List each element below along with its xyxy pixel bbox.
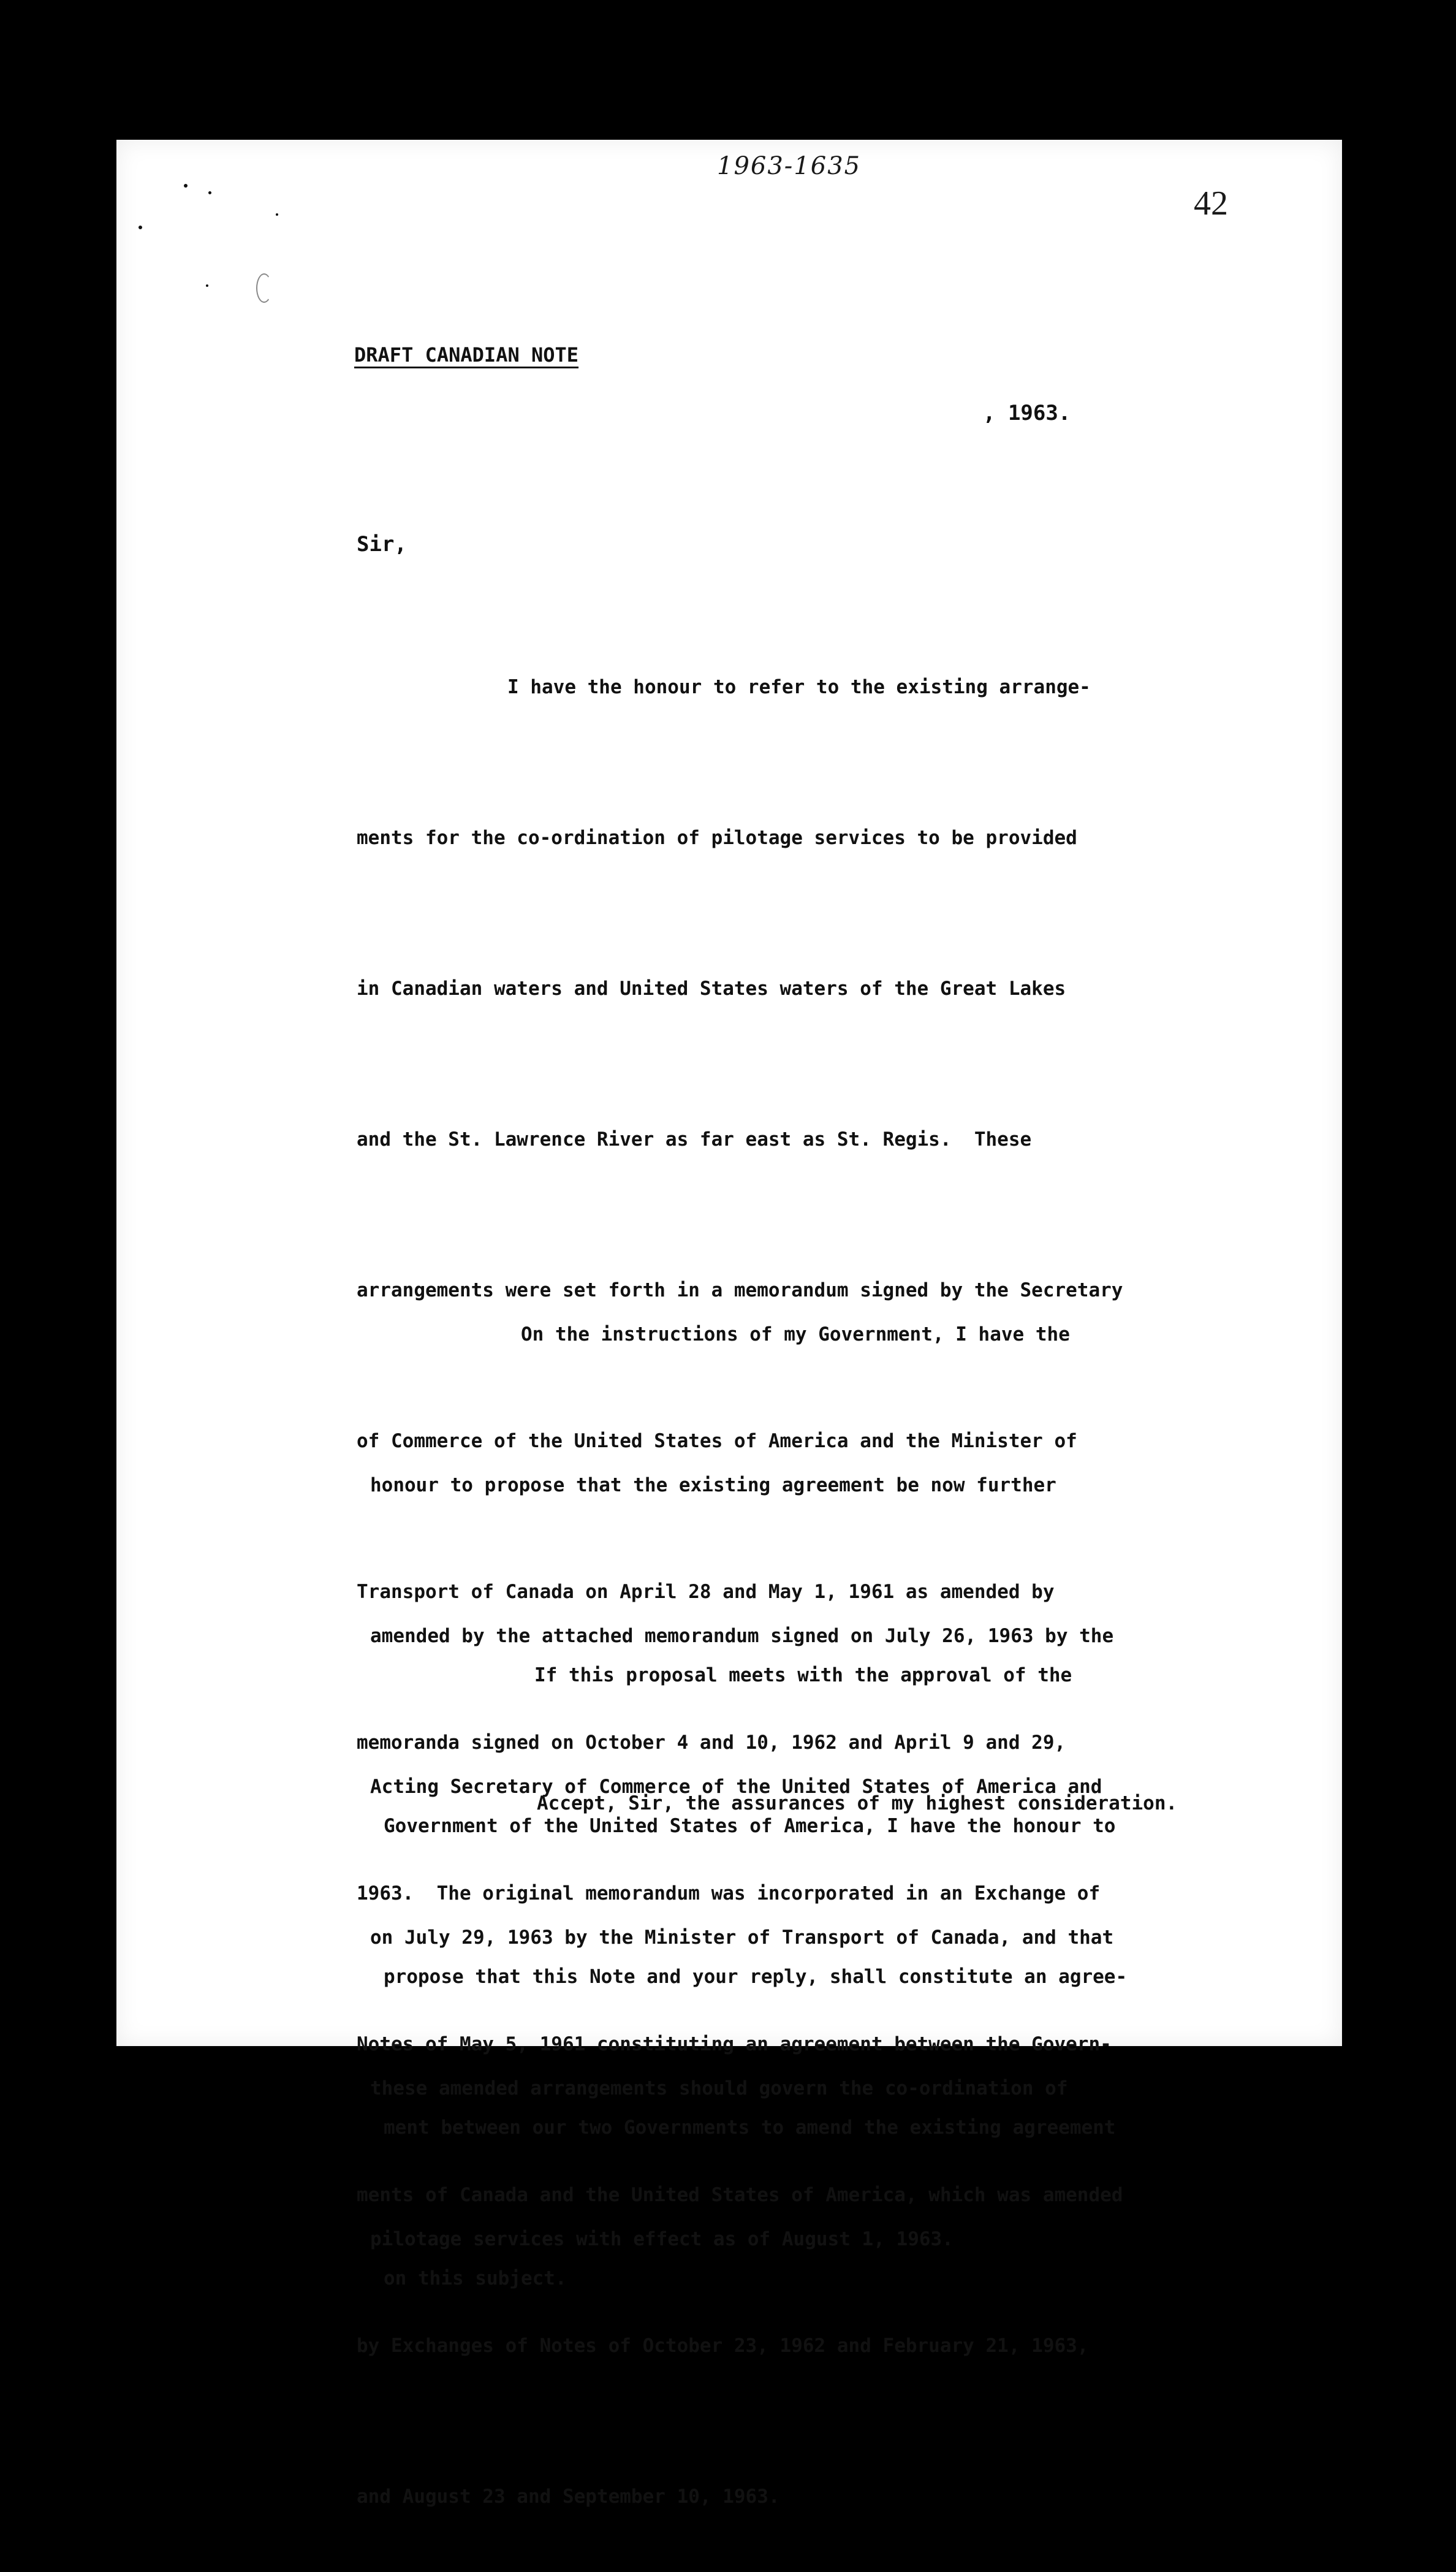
paragraph-line: On the instructions of my Government, I have the [521,1323,1070,1345]
scan-speck [206,284,208,287]
paragraph-line: ment between our two Governments to amend the existing agreement [384,2117,1116,2139]
document-heading: DRAFT CANADIAN NOTE [354,343,579,367]
paragraph-line: Government of the United States of America, I have the honour to [384,1815,1116,1837]
paragraph-line: in Canadian waters and United States waters of the Great Lakes [357,978,1066,1000]
paragraph-line: of Commerce of the United States of America and the Minister of [357,1430,1077,1452]
paragraph-line: amended by the attached memorandum signed on July 26, 1963 by the [370,1625,1114,1647]
document-date: , 1963. [983,401,1071,425]
scan-speck [138,226,142,229]
paragraph-line: ments of Canada and the United States of America, which was amended [357,2184,1123,2206]
paragraph-line: on this subject. [384,2267,567,2289]
paragraph-3 [384,1550,1127,2354]
paragraph-line: these amended arrangements should govern the co-ordination of [370,2077,1068,2099]
scan-speck [276,213,278,216]
paragraph-line: honour to propose that the existing agreement be now further [370,1474,1056,1496]
paragraph-line: I have the honour to refer to the existing arrange- [507,676,1091,698]
paragraph-line: Acting Secretary of Commerce of the United States of America and [370,1776,1102,1798]
paragraph-line: memoranda signed on October 4 and 10, 1962 and April 9 and 29, [357,1732,1066,1754]
paragraph-line: 1963. The original memorandum was incorporated in an Exchange of [357,1882,1101,1904]
paragraph-line: arrangements were set forth in a memorandum signed by the Secretary [357,1279,1123,1301]
paragraph-line: ments for the co-ordination of pilotage services to be provided [357,827,1077,849]
closing-line: Accept, Sir, the assurances of my highest consideration. [537,1792,1178,1814]
paragraph-line: Notes of May 5, 1961 constituting an agreement between the Govern- [357,2033,1112,2055]
scan-speck [184,184,188,188]
paragraph-line: and August 23 and September 10, 1963. [357,2486,780,2508]
paragraph-line: pilotage services with effect as of August 1, 1963. [370,2228,954,2250]
scan-mark [256,273,272,303]
paragraph-line: propose that this Note and your reply, shall constitute an agree- [384,1966,1128,1988]
salutation: Sir, [357,532,407,557]
paragraph-line: Transport of Canada on April 28 and May 1, 1961 as amended by [357,1581,1055,1603]
page-number: 42 [1194,185,1228,223]
paragraph-line: by Exchanges of Notes of October 23, 1962 and February 21, 1963, [357,2335,1089,2357]
paragraph-line: on July 29, 1963 by the Minister of Transport of Canada, and that [370,1927,1114,1949]
scan-speck [208,191,211,194]
paragraph-line: If this proposal meets with the approval of the [534,1664,1072,1686]
paragraph-line: and the St. Lawrence River as far east as St. Regis. These [357,1128,1032,1151]
reference-number: 1963-1635 [717,152,862,180]
